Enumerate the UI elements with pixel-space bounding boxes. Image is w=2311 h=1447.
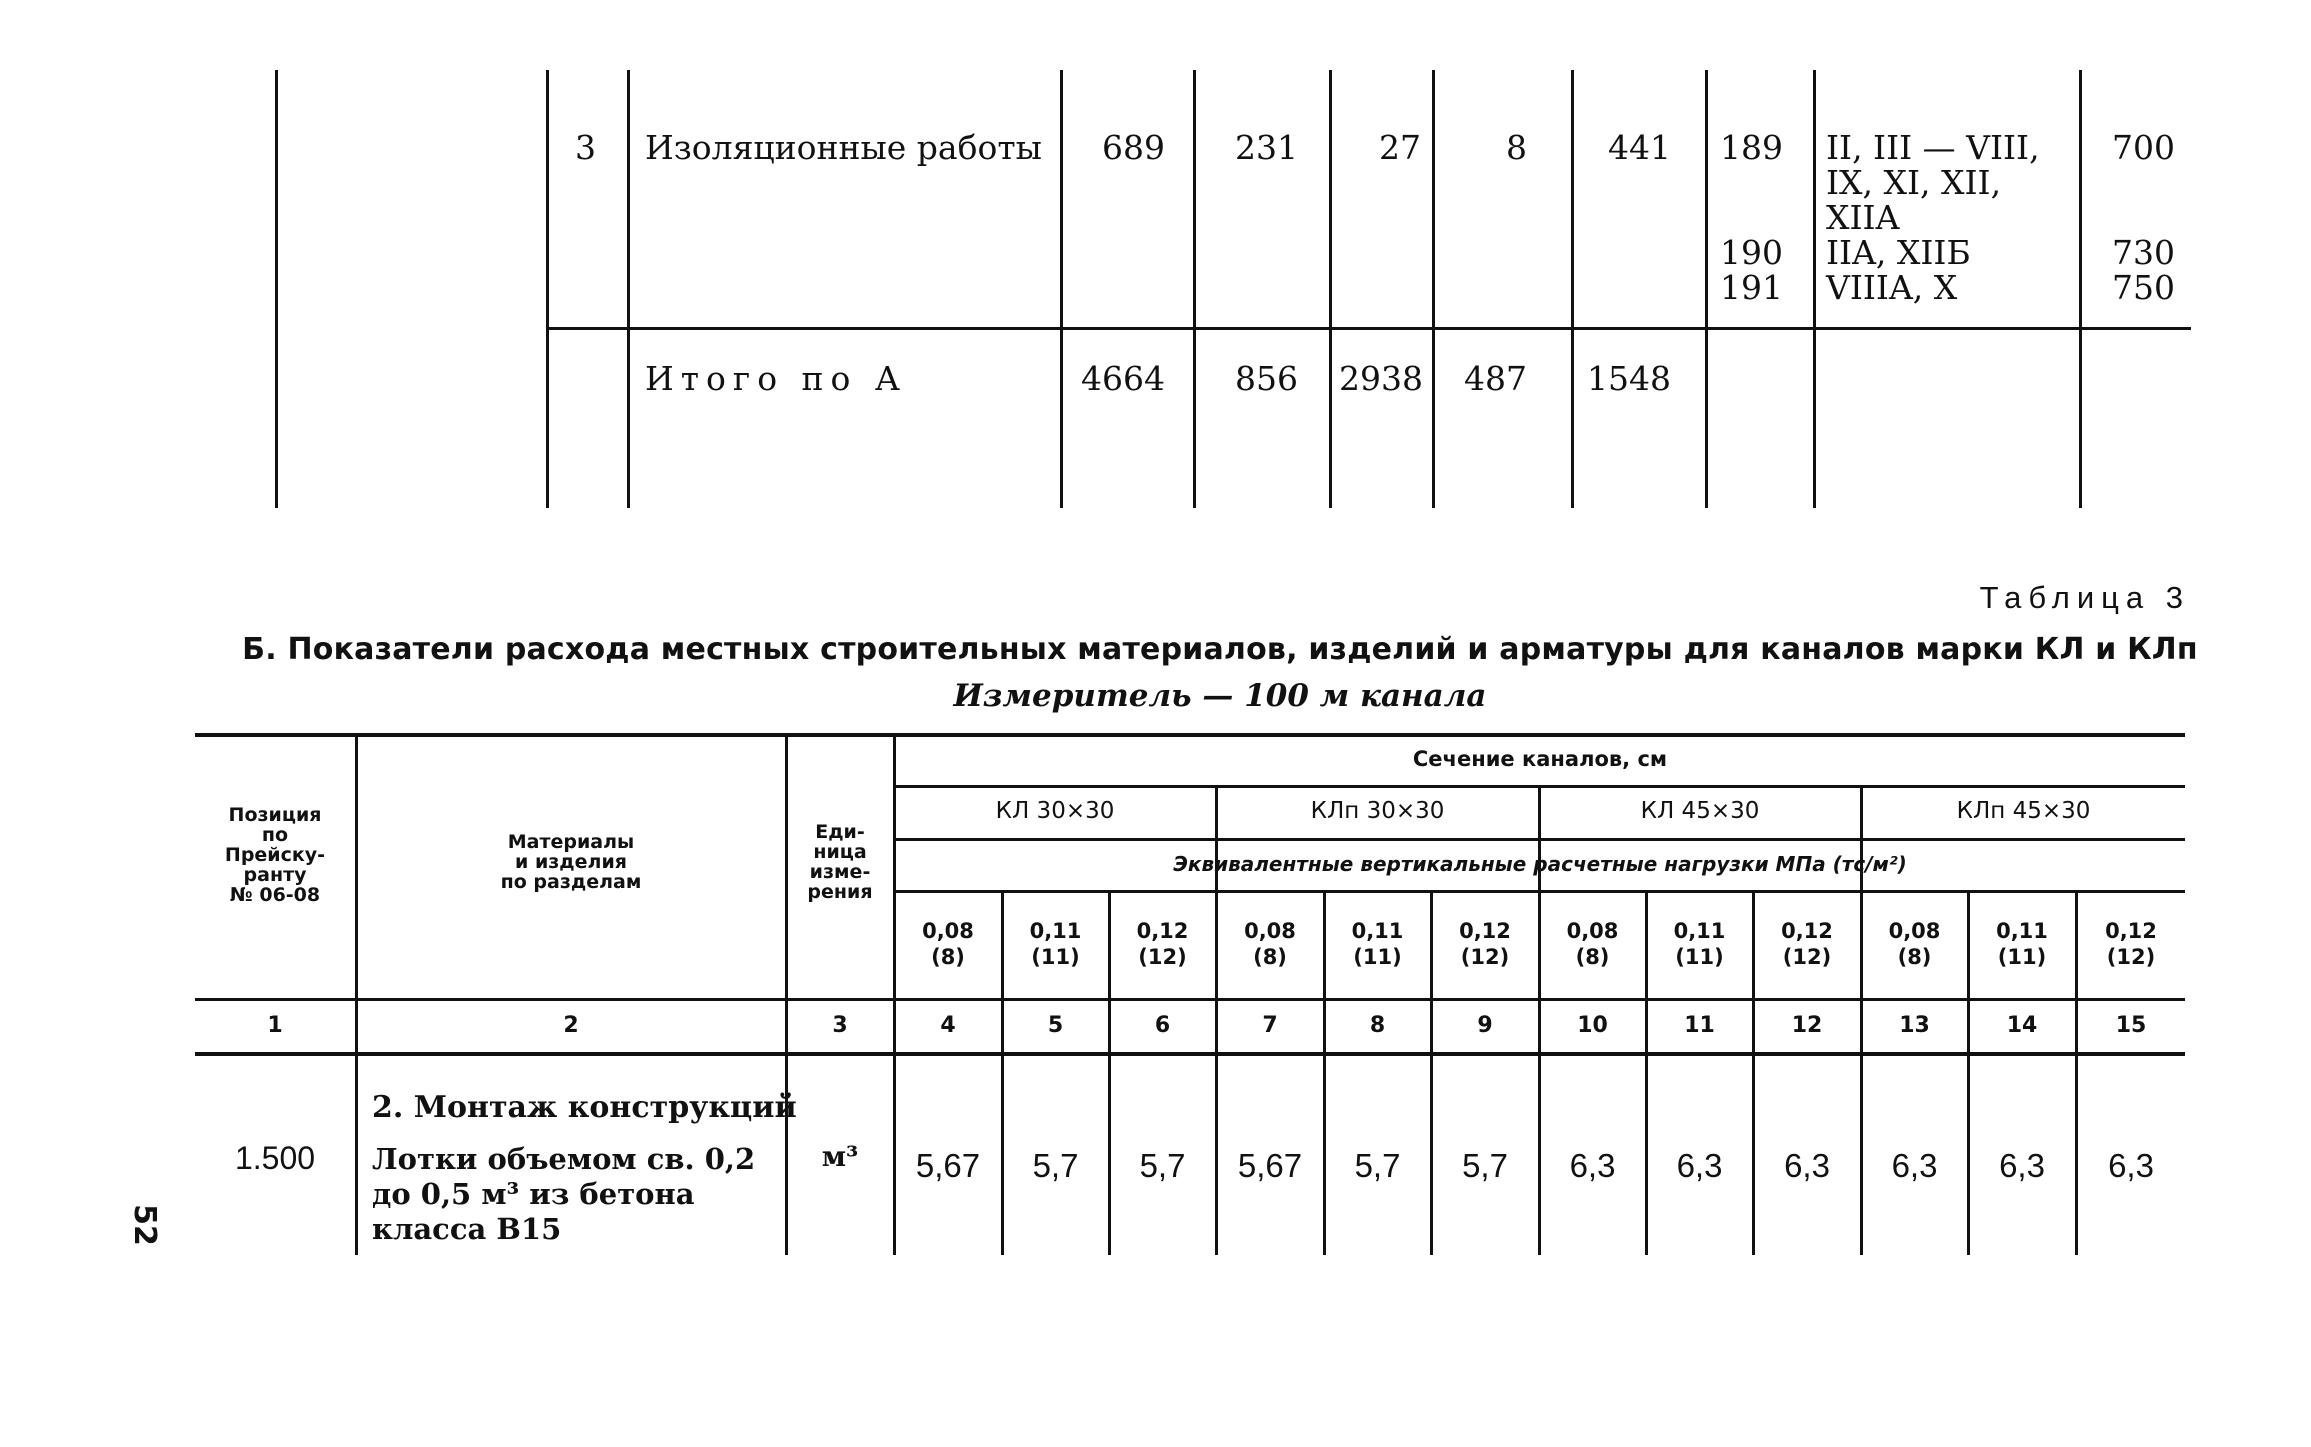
load-value-alt: (12)	[2106, 945, 2156, 969]
price: 730	[2112, 233, 2175, 272]
total-col3: 2938	[1339, 359, 1423, 398]
head-position-line: ранту	[243, 864, 307, 886]
load-value-alt: (11)	[1997, 945, 2047, 969]
value-cell: 6,3	[2108, 1147, 2154, 1184]
load-value-alt: (12)	[1138, 945, 1187, 969]
head-unit	[787, 822, 893, 902]
load-value-alt: (8)	[1575, 945, 1610, 969]
row-col2: 231	[1235, 128, 1298, 167]
head-unit-line: рения	[807, 881, 873, 903]
value-cell: 5,7	[1139, 1147, 1186, 1184]
column-number: 10	[1577, 1013, 1608, 1038]
load-cell	[1325, 918, 1430, 970]
head-position-line: Прейску-	[224, 844, 326, 866]
page-number: 52	[127, 1204, 162, 1246]
column-number: 4	[940, 1013, 956, 1038]
column-number: 7	[1262, 1013, 1278, 1038]
column-number: 3	[832, 1013, 848, 1038]
value-cell: 5,67	[915, 1147, 981, 1184]
group-text: IX, XI, XII,	[1826, 163, 2002, 202]
load-cell	[1862, 918, 1967, 970]
column-number: 8	[1369, 1013, 1386, 1038]
ref-number: 189	[1720, 128, 1783, 167]
total-col5: 1548	[1587, 359, 1671, 398]
row-material-line: класса В15	[372, 1212, 562, 1246]
table-hline	[195, 998, 2185, 1001]
value-cell: 6,3	[1891, 1147, 1938, 1184]
load-value: 0,08	[1888, 919, 1941, 943]
column-number: 6	[1154, 1013, 1171, 1038]
load-value: 0,08	[1566, 919, 1619, 943]
row-col5: 441	[1608, 128, 1671, 167]
top-table-hline	[546, 327, 2191, 330]
column-number: 1	[267, 1013, 283, 1038]
head-section: Сечение каналов, см	[1412, 747, 1668, 771]
top-table-vline	[1813, 70, 1816, 508]
value-cell: 6,3	[1784, 1147, 1830, 1184]
price: 700	[2112, 128, 2175, 167]
top-table-vline	[1329, 70, 1332, 508]
ref-number: 191	[1720, 268, 1783, 307]
value-cell: 6,3	[1676, 1147, 1723, 1184]
top-table-vline	[2079, 70, 2082, 508]
row-unit: м³	[821, 1140, 859, 1173]
value-cell: 5,7	[1032, 1147, 1079, 1184]
table-top-rule	[195, 733, 2185, 737]
load-cell	[1217, 918, 1323, 970]
load-cell	[1540, 918, 1645, 970]
head-materials-line: по разделам	[500, 871, 642, 893]
load-cell	[895, 918, 1001, 970]
column-number: 11	[1684, 1013, 1715, 1038]
load-value: 0,11	[1029, 919, 1082, 943]
group-text: IIA, XIIБ	[1826, 233, 1971, 272]
channel-group: КЛп 30×30	[1310, 798, 1445, 824]
head-materials-line: Материалы	[507, 831, 635, 853]
row-number: 3	[575, 128, 596, 167]
table-vline	[355, 735, 358, 1255]
row-material-line: Лотки объемом св. 0,2	[372, 1142, 756, 1176]
price: 750	[2112, 268, 2175, 307]
row-col3: 27	[1379, 128, 1421, 167]
load-value: 0,08	[1244, 919, 1296, 943]
column-number: 12	[1791, 1013, 1823, 1038]
load-cell	[1432, 918, 1538, 970]
load-value: 0,08	[922, 919, 974, 943]
load-value: 0,11	[1996, 919, 2048, 943]
row-name: Изоляционные работы	[645, 128, 1042, 167]
row-material-line: до 0,5 м³ из бетона	[372, 1177, 695, 1211]
load-value-alt: (11)	[1675, 945, 1724, 969]
top-table-vline	[1193, 70, 1196, 508]
head-unit-line: Еди-	[815, 821, 865, 843]
load-cell	[1969, 918, 2075, 970]
group-text: II, III — VIII,	[1826, 128, 2040, 167]
table-label: Таблица 3	[1979, 580, 2190, 615]
head-position-line: № 06-08	[229, 884, 321, 906]
load-value: 0,12	[2105, 919, 2157, 943]
top-table-vline	[1705, 70, 1708, 508]
top-table-vline	[1571, 70, 1574, 508]
row-material	[372, 1142, 772, 1247]
head-position-line: Позиция	[228, 804, 322, 826]
section-heading: 2. Монтаж конструкций	[372, 1090, 797, 1125]
column-number: 14	[2006, 1013, 2038, 1038]
load-value: 0,12	[1781, 919, 1833, 943]
load-cell	[1754, 918, 1860, 970]
value-cell: 6,3	[1569, 1147, 1616, 1184]
top-table-vline	[627, 70, 630, 508]
table-title: Б. Показатели расхода местных строительных материалов, изделий и арматуры для каналов марки КЛ и КЛп	[242, 632, 2198, 667]
row-col4: 8	[1506, 128, 1527, 167]
table-vline	[785, 735, 788, 1255]
value-cell: 5,7	[1354, 1147, 1401, 1184]
column-number: 5	[1047, 1013, 1064, 1038]
load-value: 0,11	[1673, 919, 1726, 943]
table-hline	[195, 1052, 2185, 1056]
total-col2: 856	[1235, 359, 1298, 398]
load-value: 0,12	[1459, 919, 1511, 943]
channel-group: КЛп 45×30	[1956, 798, 2091, 824]
value-cell: 5,67	[1237, 1147, 1303, 1184]
load-value-alt: (12)	[1782, 945, 1832, 969]
column-number: 13	[1899, 1013, 1930, 1038]
value-cell: 6,3	[1999, 1147, 2045, 1184]
group-text: XIIA	[1826, 198, 1900, 237]
column-number: 2	[563, 1013, 579, 1038]
load-value: 0,12	[1136, 919, 1189, 943]
load-cell	[1003, 918, 1108, 970]
table-subtitle: Измеритель — 100 м канала	[953, 678, 1487, 714]
top-table-vline	[275, 70, 278, 508]
ref-number: 190	[1720, 233, 1783, 272]
head-materials-line: и изделия	[515, 851, 627, 873]
head-unit-line: изме-	[809, 861, 871, 883]
load-value-alt: (8)	[1897, 945, 1932, 969]
load-value: 0,11	[1351, 919, 1404, 943]
load-cell	[1647, 918, 1752, 970]
channel-group: КЛ 45×30	[1640, 798, 1760, 824]
channel-group: КЛ 30×30	[995, 798, 1115, 824]
head-materials	[357, 832, 785, 892]
load-value-alt: (11)	[1353, 945, 1402, 969]
head-position-line: по	[261, 824, 289, 846]
top-table-vline	[1432, 70, 1435, 508]
loads-header: Эквивалентные вертикальные расчетные нагрузки МПа (тс/м²)	[1173, 852, 1907, 876]
column-number: 15	[2115, 1013, 2147, 1038]
group-text: VIIIA, X	[1826, 268, 1958, 307]
top-table-vline	[546, 70, 549, 508]
total-col1: 4664	[1081, 359, 1165, 398]
load-value-alt: (12)	[1460, 945, 1510, 969]
row-position: 1.500	[234, 1140, 316, 1176]
column-number: 9	[1477, 1013, 1493, 1038]
total-col4: 487	[1464, 359, 1527, 398]
head-position	[195, 805, 355, 905]
load-value-alt: (11)	[1031, 945, 1080, 969]
load-value-alt: (8)	[1253, 945, 1287, 969]
total-label: Итого по А	[645, 359, 907, 398]
row-col1: 689	[1102, 128, 1165, 167]
load-cell	[2077, 918, 2185, 970]
load-value-alt: (8)	[931, 945, 965, 969]
load-cell	[1110, 918, 1215, 970]
top-table-vline	[1060, 70, 1063, 508]
head-unit-line: ница	[813, 841, 867, 863]
value-cell: 5,7	[1462, 1147, 1508, 1184]
